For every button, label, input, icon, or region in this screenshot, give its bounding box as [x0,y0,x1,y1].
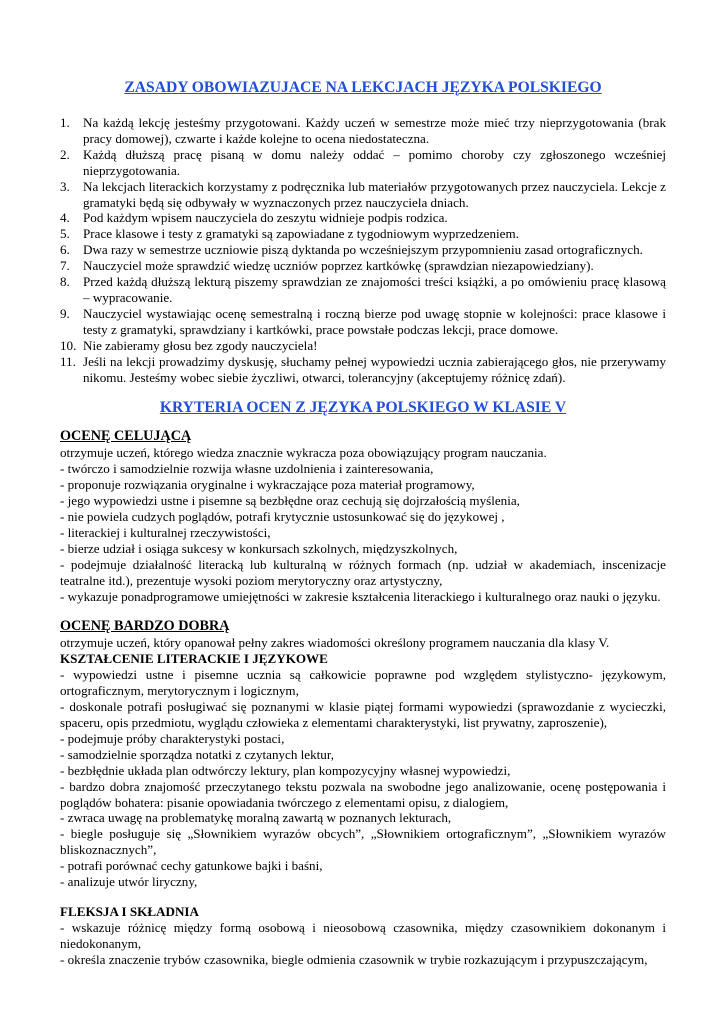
fleksja-subheading: FLEKSJA I SKŁADNIA [60,903,199,919]
celujaca-line: - nie powiela cudzych poglądów, potrafi krytycznie ustosunkować się do językowej , [60,509,505,525]
rule-text: Na każdą lekcję jesteśmy przygotowani. Każdy uczeń w semestrze może mieć trzy nieprzygotowania (brak pracy domowej), czwarte i każde kolejne to ocena niedostateczna. [83,115,666,146]
rule-text: Na lekcjach literackich korzystamy z podręcznika lub materiałów przygotowanych przez nauczyciela. Lekcje z gramatyki będą się odbywały w wyznaczonych przez nauczyciela dniach. [83,178,666,210]
rule-text: Jeśli na lekcji prowadzimy dyskusję, słuchamy pełnej wypowiedzi ucznia zabierającego głos, nie przerywamy nikomu. Jesteśmy wobec siebie życzliwi, otwarci, tolerancyjny (akceptujemy różnicę zdań). [83,353,666,385]
rule-item [60,274,666,306]
bardzo-dobra-line: - podejmuje próby charakterystyki postaci, [60,730,285,746]
rule-item [60,338,666,354]
rule-text: Nie zabieramy głosu bez zgody nauczyciela! [83,337,318,353]
rule-number: 3. [60,178,70,194]
document-page [60,78,666,968]
rule-number: 7. [60,258,70,274]
rule-item [60,354,666,386]
rule-text: Każdą dłuższą pracę pisaną w domu należy oddać – pomimo choroby czy zgłoszonego wcześniej nieprzygotowania. [83,146,666,178]
grade-celujaca-heading: OCENĘ CELUJĄCĄ [60,428,192,445]
rule-text: Nauczyciel może sprawdzić wiedzę uczniów poprzez kartkówkę (sprawdzian niezapowiedziany). [83,258,594,274]
grade-bardzo-dobra-heading: OCENĘ BARDZO DOBRĄ [60,618,230,635]
rule-item [60,147,666,179]
rule-text: Pod każdym wpisem nauczyciela do zeszytu widnieje podpis rodzica. [83,210,448,226]
bardzo-dobra-line: - samodzielnie sporządza notatki z czytanych lektur, [60,746,334,762]
celujaca-line: - jego wypowiedzi ustne i pisemne są bezbłędne oraz cechują się dojrzałością myślenia, [60,493,520,509]
rule-item [60,210,666,226]
rule-number: 10. [60,337,77,353]
rule-number: 2. [60,146,70,162]
rule-item [60,115,666,147]
rule-item [60,242,666,258]
rule-item [60,306,666,338]
bardzo-dobra-line: - zwraca uwagę na problematykę moralną zawartą w poznanych lekturach, [60,810,452,826]
bardzo-dobra-line: - wypowiedzi ustne i pisemne ucznia są całkowicie poprawne pod względem stylistyczno- językowym, ortograficznym, merytorycznym i logicznym, [60,667,666,699]
bardzo-dobra-intro: otrzymuje uczeń, który opanował pełny zakres wiadomości określony programem nauczania dla klasy V. [60,635,610,651]
bardzo-dobra-line: - potrafi porównać cechy gatunkowe bajki i baśni, [60,858,323,874]
rule-number: 1. [60,115,70,130]
celujaca-line: - twórczo i samodzielnie rozwija własne uzdolnienia i zainteresowania, [60,461,434,477]
rule-number: 6. [60,242,70,258]
rule-number: 4. [60,210,70,226]
rule-text: Nauczyciel wystawiając ocenę semestralną i roczną bierze pod uwagę stopnie w kolejności: prace klasowe i testy z gramatyki, sprawdziany i kartkówki, prace powstałe podczas lekcji, prace domowe. [83,305,666,337]
bardzo-dobra-line: - doskonale potrafi posługiwać się poznanymi w klasie piątej formami wypowiedzi (sprawozdanie z wycieczki, spaceru, opis przedmiotu, wyglądu człowieka z elementami charakterystyki, list prywatny, zaproszenie), [60,699,666,730]
rule-text: Przed każdą dłuższą lekturą piszemy sprawdzian ze znajomości treści książki, a po omówieniu pracę klasową – wypracowanie. [83,274,666,305]
rule-number: 11. [60,353,76,369]
bardzo-dobra-line: - bardzo dobra znajomość przeczytanego tekstu pozwala na swobodne jego analizowanie, ocenę postępowania i poglądów bohatera: pisanie opowiadania twórczego z elementami opisu, z dialogiem, [60,778,666,810]
fleksja-line: - określa znaczenie trybów czasownika, biegle odmienia czasownik w trybie rozkazującym i przypuszczającym, [60,951,648,967]
celujaca-line: - bierze udział i osiąga sukcesy w konkursach szkolnych, międzyszkolnych, [60,540,458,556]
bardzo-dobra-line: - bezbłędnie układa plan odtwórczy lektury, plan kompozycyjny własnej wypowiedzi, [60,762,511,778]
bardzo-dobra-line: - biegle posługuje się „Słownikiem wyrazów obcych”, „Słownikiem ortograficznym”, „Słownikiem wyrazów bliskoznacznych”, [60,826,666,858]
rules-title: ZASADY OBOWIAZUJACE NA LEKCJACH JĘZYKA POLSKIEGO [124,79,602,96]
rule-number: 8. [60,274,70,290]
rule-number: 5. [60,226,70,242]
celujaca-line: - literackiej i kulturalnej rzeczywistości, [60,524,271,540]
criteria-title: KRYTERIA OCEN Z JĘZYKA POLSKIEGO W KLASIE V [159,399,567,417]
rule-item [60,226,666,242]
fleksja-line: - wskazuje różnicę między formą osobową i nieosobową czasownika, między czasownikiem dokonanym i niedokonanym, [60,919,666,951]
celujaca-line: - proponuje rozwiązania oryginalne i wykraczające poza materiał programowy, [60,477,475,493]
rule-text: Dwa razy w semestrze uczniowie piszą dyktanda po wcześniejszym przypomnieniu zasad ortograficznych. [83,242,643,258]
rules-list [60,115,666,385]
rule-number: 9. [60,305,70,321]
rule-text: Prace klasowe i testy z gramatyki są zapowiadane z tygodniowym wyprzedzeniem. [83,226,519,242]
rule-item [60,258,666,274]
celujaca-line: otrzymuje uczeń, którego wiedza znacznie wykracza poza obowiązujący program nauczania. [60,445,547,461]
celujaca-line: - podejmuje działalność literacką lub kulturalną w różnych formach (np. udział w akademiach, inscenizacje teatralne itd.), prezentuje wysoki poziom merytoryczny oraz artystyczny, [60,556,666,588]
rule-item [60,179,666,211]
celujaca-line: - wykazuje ponadprogramowe umiejętności w zakresie kształcenia literackiego i kulturalnego oraz nauki o języku. [60,588,661,604]
bardzo-dobra-line: - analizuje utwór liryczny, [60,874,198,890]
literary-education-subheading: KSZTAŁCENIE LITERACKIE I JĘZYKOWE [60,651,328,667]
